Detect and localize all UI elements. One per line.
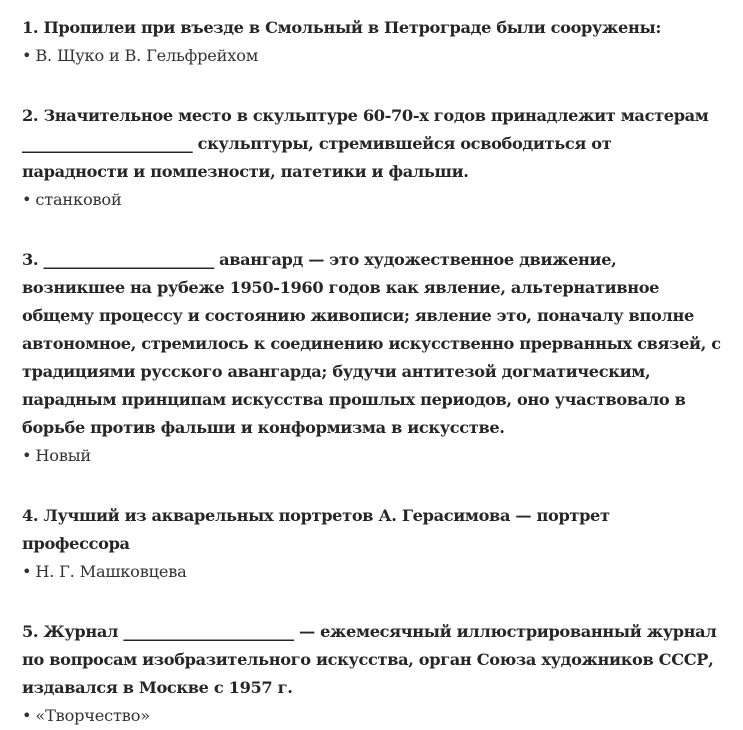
question-block-3	[22, 246, 721, 470]
answer-text: Новый	[35, 446, 92, 465]
answer-line	[22, 442, 721, 470]
bullet-icon: •	[22, 190, 32, 209]
question-text: 2. Значительное место в скульптуре 60-70-х годов принадлежит мастерам ______________________ скульптуры, стремившейся освободиться от парадности и помпезности, патетики и фальши.	[22, 106, 709, 181]
answer-text: «Творчество»	[35, 706, 150, 725]
question-text: 4. Лучший из акварельных портретов А. Герасимова — портрет профессора	[22, 506, 610, 553]
bullet-icon: •	[22, 562, 32, 581]
question-text: 1. Пропилеи при въезде в Смольный в Петрограде были сооружены:	[22, 18, 661, 37]
bullet-icon: •	[22, 46, 32, 65]
bullet-icon: •	[22, 446, 32, 465]
answer-text: В. Щуко и В. Гельфрейхом	[35, 46, 259, 65]
answer-text: станковой	[35, 190, 122, 209]
question-block-2	[22, 102, 721, 214]
question-block-4	[22, 502, 721, 586]
question-block-5	[22, 618, 721, 730]
answer-line	[22, 702, 721, 730]
bullet-icon: •	[22, 706, 32, 725]
answer-line	[22, 558, 721, 586]
question-block-1	[22, 14, 721, 70]
answer-text: Н. Г. Машковцева	[35, 562, 187, 581]
answer-line	[22, 42, 721, 70]
question-text: 3. ______________________ авангард — это художественное движение, возникшее на рубеже 1950-1960 годов как явление, альтернативное общему процессу и состоянию живописи; явление это, поначалу вполне автономное, стремилось к соединению искусственно прерванных связей, с традициями русского авангарда; будучи антитезой догматическим, парадным принципам искусства прошлых периодов, оно участвовало в борьбе против фальши и конформизма в искусстве.	[22, 250, 721, 437]
answer-line	[22, 186, 721, 214]
question-text: 5. Журнал ______________________ — ежемесячный иллюстрированный журнал по вопросам изобразительного искусства, орган Союза художников СССР, издавался в Москве с 1957 г.	[22, 622, 717, 697]
